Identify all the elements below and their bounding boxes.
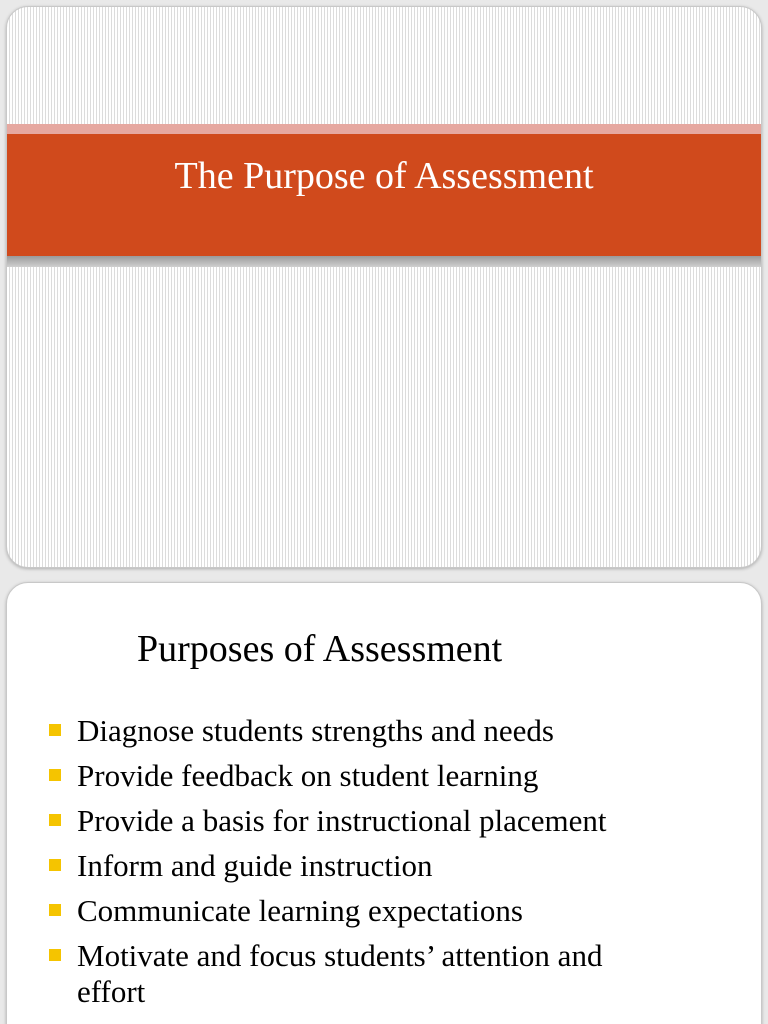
content-heading: Purposes of Assessment [137, 628, 503, 670]
square-bullet-icon [49, 859, 61, 871]
slide-title: The Purpose of Assessment [174, 155, 594, 197]
list-item [47, 803, 737, 839]
title-band-highlight [7, 124, 761, 134]
bullet-text: Inform and guide instruction [77, 848, 433, 883]
bullet-text: Provide a basis for instructional placement [77, 803, 607, 838]
list-item [47, 938, 737, 1010]
bullet-text: Communicate learning expectations [77, 893, 523, 928]
bullet-text: Provide feedback on student learning [77, 758, 539, 793]
square-bullet-icon [49, 814, 61, 826]
bullet-text: Diagnose students strengths and needs [77, 713, 554, 748]
title-band [7, 124, 761, 267]
list-item [47, 893, 737, 929]
list-item [47, 758, 737, 794]
square-bullet-icon [49, 724, 61, 736]
bullet-text: Motivate and focus students’ attention and effort [77, 938, 603, 1009]
list-item [47, 713, 737, 749]
square-bullet-icon [49, 769, 61, 781]
title-slide [6, 6, 762, 568]
content-slide [6, 582, 762, 1024]
bullet-list [47, 713, 737, 1019]
square-bullet-icon [49, 949, 61, 961]
title-band-main [7, 134, 761, 256]
title-band-shadow [7, 256, 761, 267]
list-item [47, 848, 737, 884]
square-bullet-icon [49, 904, 61, 916]
